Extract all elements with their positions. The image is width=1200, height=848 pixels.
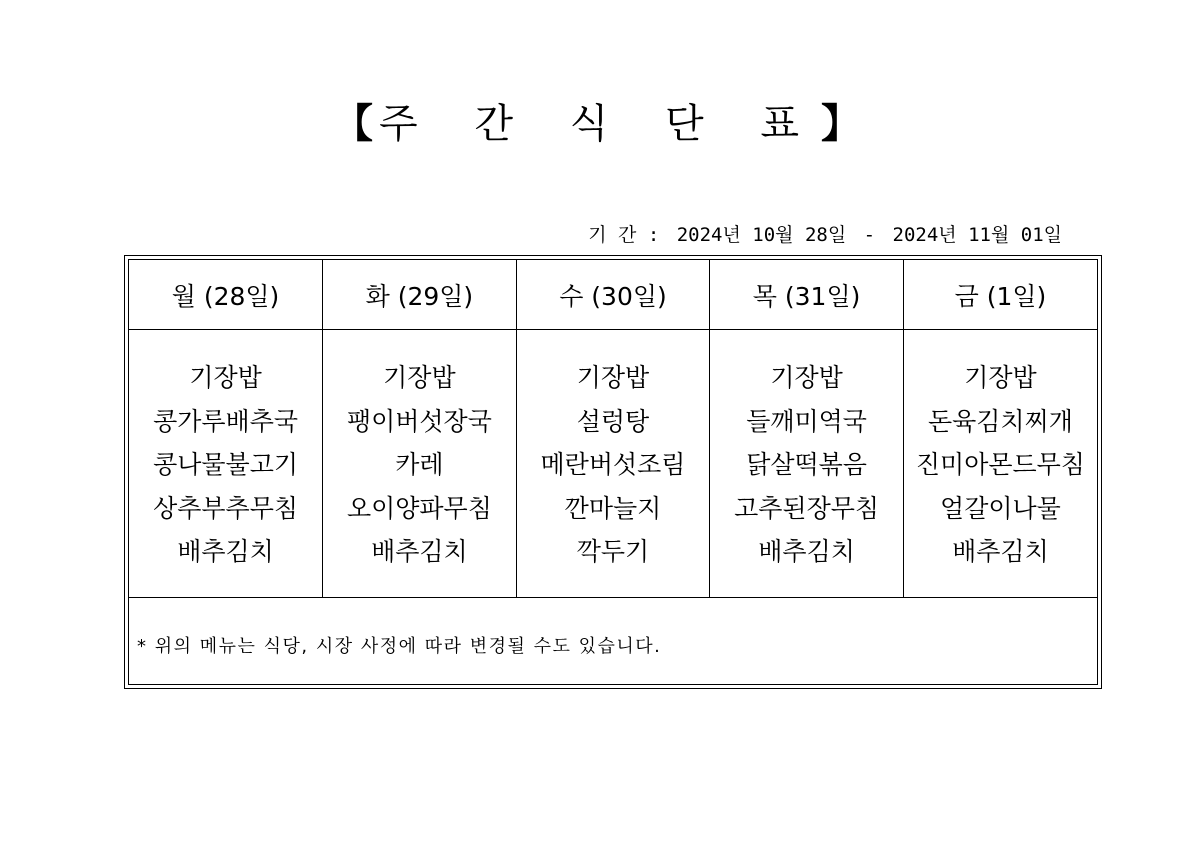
menu-item: 콩나물불고기 bbox=[153, 450, 298, 479]
menu-item: 카레 bbox=[395, 450, 444, 479]
menu-item: 상추부추무침 bbox=[153, 493, 298, 523]
menu-item: 배추김치 bbox=[371, 537, 468, 566]
menu-cell-wed bbox=[516, 330, 710, 598]
menu-frame bbox=[124, 255, 1102, 689]
menu-item: 기장밥 bbox=[383, 363, 456, 392]
menu-cell-mon bbox=[129, 330, 323, 598]
menu-item: 얼갈이나물 bbox=[940, 493, 1061, 523]
day-header-tue: 화 (29일) bbox=[323, 260, 517, 330]
menu-item: 고추된장무침 bbox=[734, 493, 880, 523]
period-line bbox=[588, 220, 1068, 247]
period-label: 기 간 : bbox=[588, 224, 660, 246]
menu-item: 설렁탕 bbox=[576, 406, 650, 436]
menu-item: 기장밥 bbox=[964, 363, 1037, 392]
menu-item: 돈육김치찌개 bbox=[927, 406, 1073, 436]
menu-item: 배추김치 bbox=[758, 537, 855, 566]
weekly-menu-table bbox=[129, 260, 1097, 598]
menu-item: 콩가루배추국 bbox=[153, 406, 298, 436]
menu-items-row bbox=[129, 330, 1097, 598]
menu-item: 메란버섯조림 bbox=[540, 450, 686, 479]
menu-item: 닭살떡볶음 bbox=[746, 450, 867, 479]
menu-frame-inner bbox=[128, 259, 1098, 685]
menu-notice: * 위의 메뉴는 식당, 시장 사정에 따라 변경될 수도 있습니다. bbox=[137, 636, 662, 657]
day-header-mon: 월 (28일) bbox=[129, 260, 323, 330]
period-separator: - bbox=[863, 224, 876, 246]
menu-item: 배추김치 bbox=[177, 537, 274, 566]
title-open-bracket: 【 bbox=[332, 101, 379, 147]
day-header-row bbox=[129, 260, 1097, 330]
menu-item: 기장밥 bbox=[189, 363, 262, 392]
menu-cell-fri bbox=[903, 330, 1097, 598]
period-end: 2024년 11월 01일 bbox=[892, 224, 1062, 246]
title-close-bracket: 】 bbox=[821, 101, 868, 147]
day-header-wed: 수 (30일) bbox=[516, 260, 710, 330]
menu-item: 기장밥 bbox=[576, 363, 650, 392]
menu-cell-tue bbox=[323, 330, 517, 598]
menu-item: 깍두기 bbox=[576, 537, 650, 566]
period-start: 2024년 10월 28일 bbox=[676, 224, 847, 246]
menu-item: 진미아몬드무침 bbox=[915, 450, 1085, 479]
menu-item: 들깨미역국 bbox=[746, 406, 867, 436]
day-header-thu: 목 (31일) bbox=[710, 260, 904, 330]
menu-item: 기장밥 bbox=[770, 363, 843, 392]
menu-item: 오이양파무침 bbox=[346, 493, 492, 523]
page-title bbox=[0, 92, 1200, 149]
menu-cell-thu bbox=[710, 330, 904, 598]
day-header-fri: 금 (1일) bbox=[903, 260, 1097, 330]
menu-item: 팽이버섯장국 bbox=[346, 406, 492, 436]
title-text: 주 간 식 단 표 bbox=[378, 101, 822, 147]
menu-item: 깐마늘지 bbox=[564, 493, 662, 523]
menu-item: 배추김치 bbox=[952, 537, 1049, 566]
